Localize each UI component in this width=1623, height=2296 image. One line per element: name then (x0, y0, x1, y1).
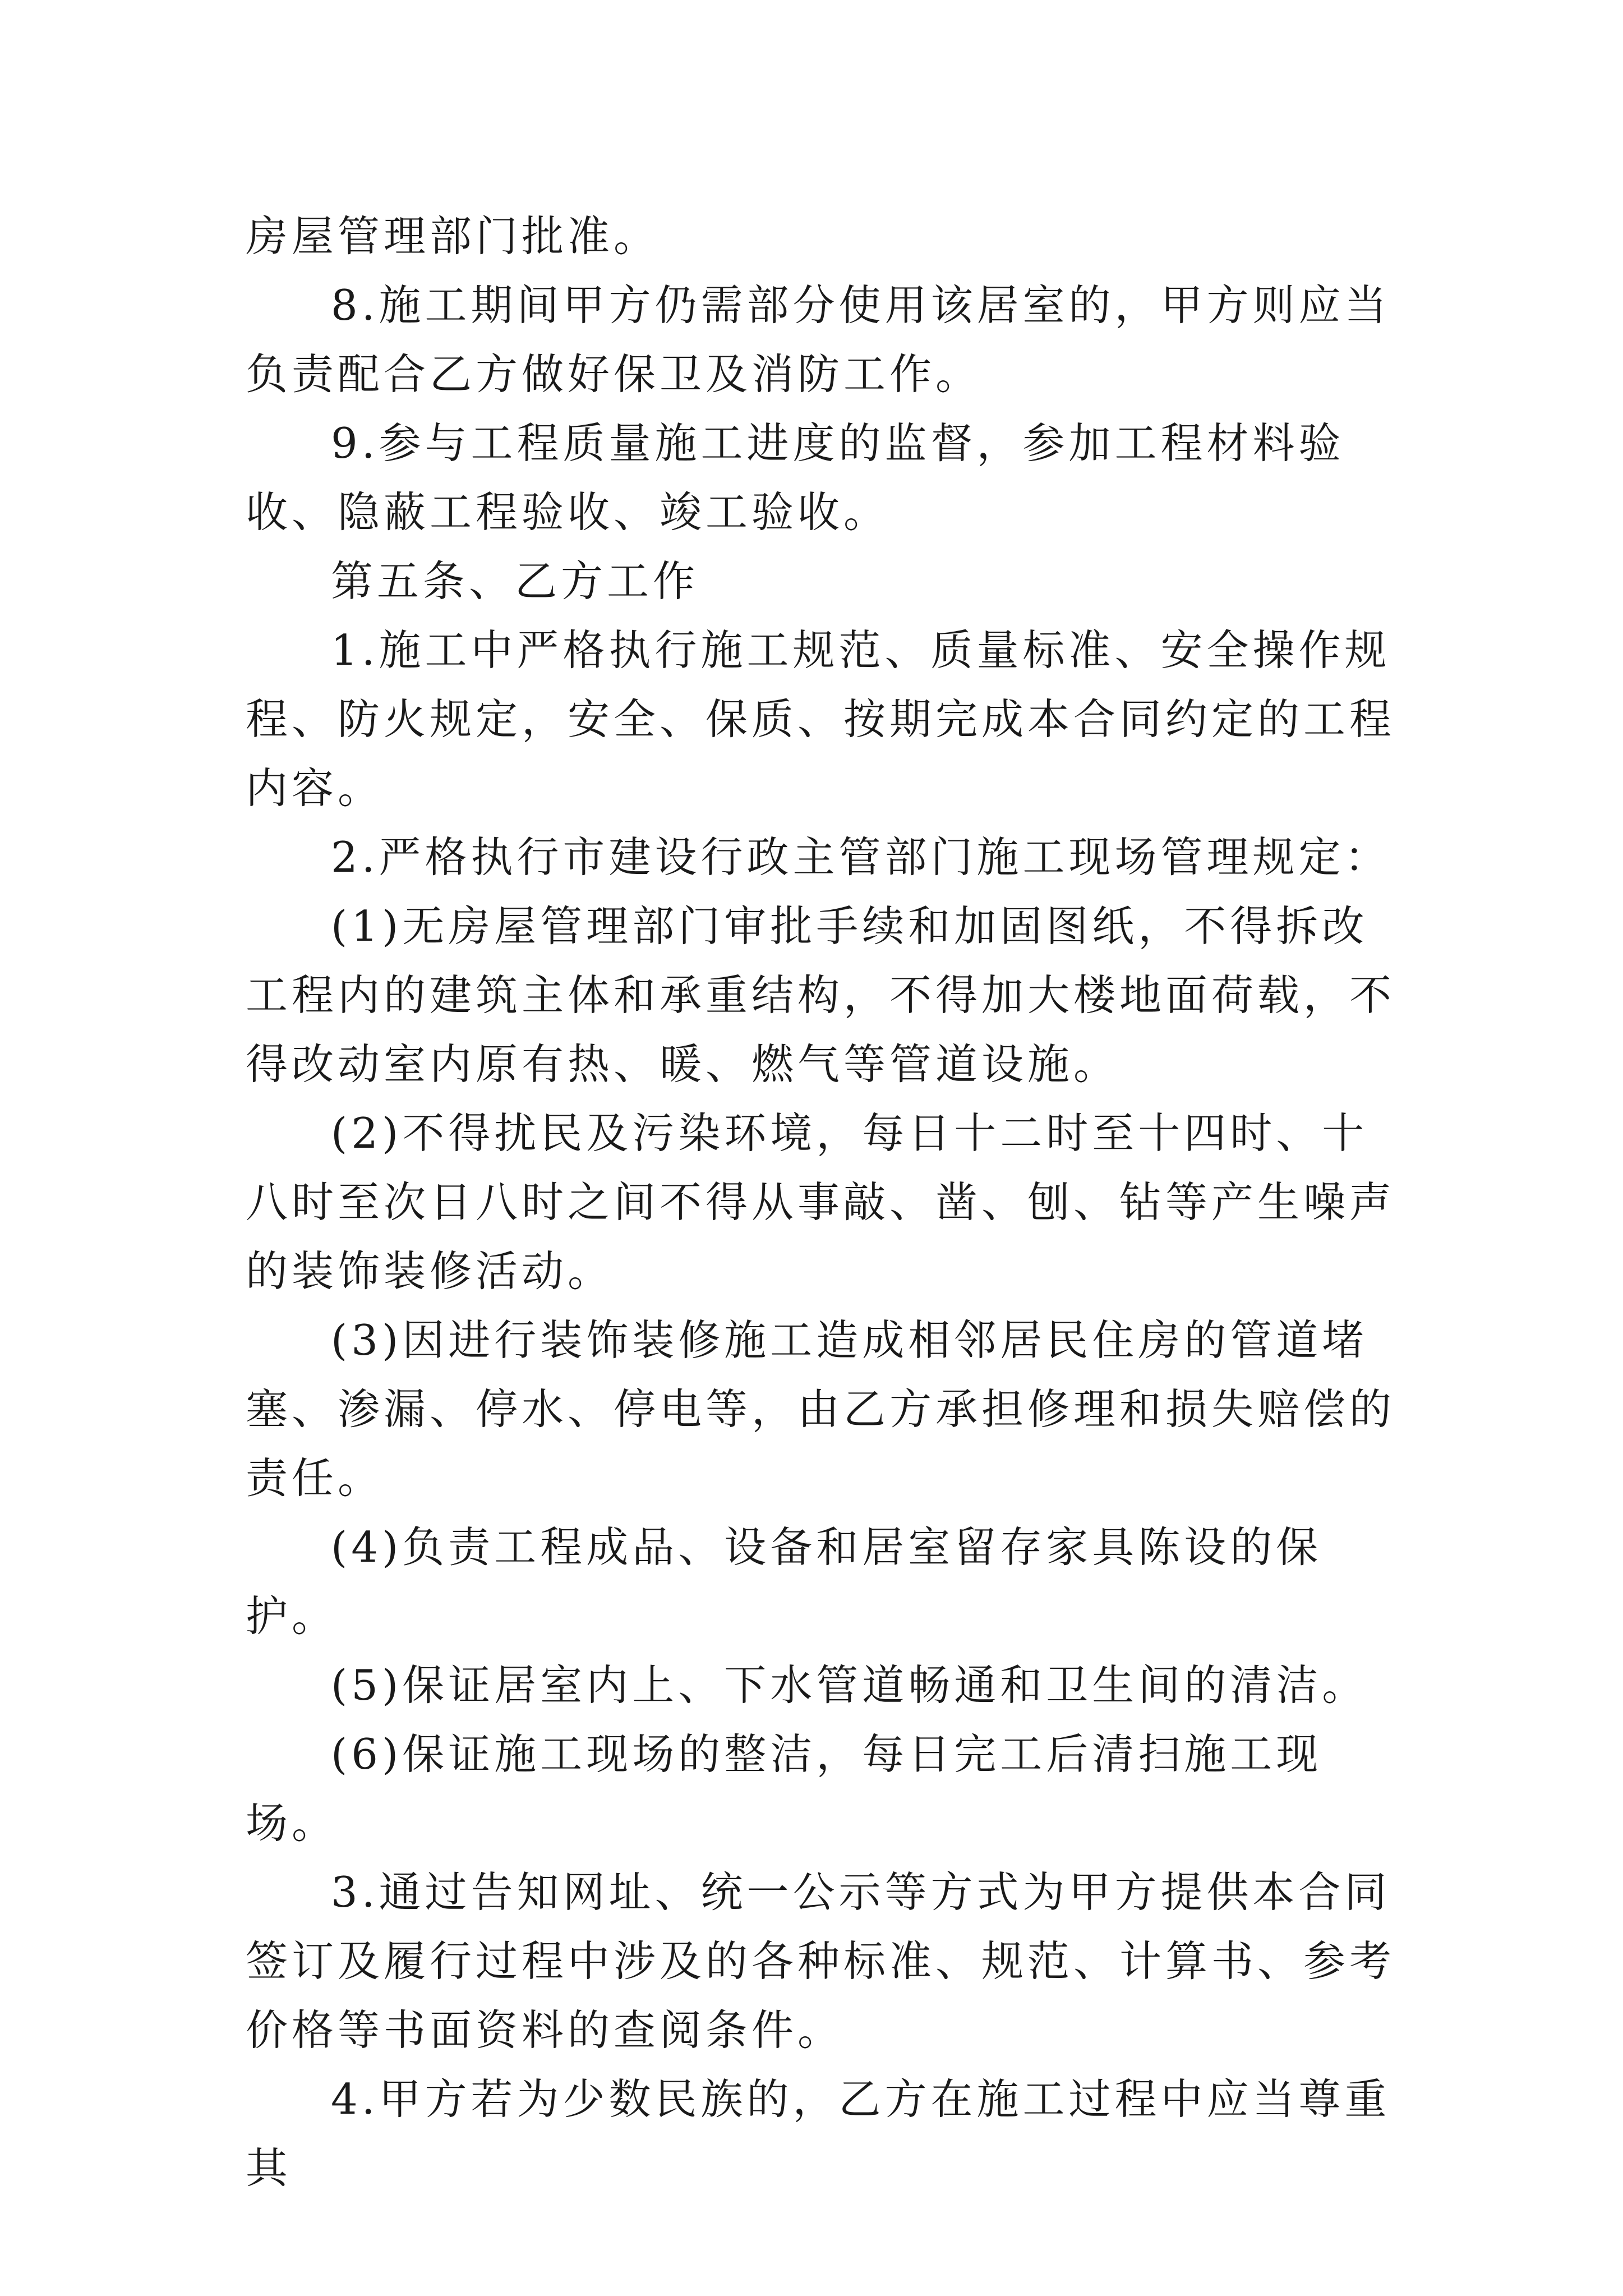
paragraph-approval-continuation: 房屋管理部门批准。 (246, 211, 660, 261)
paragraph-item-8: 8.施工期间甲方仍需部分使用该居室的，甲方则应当负责配合乙方做好保卫及消防工作。 (246, 280, 1391, 399)
paragraph-item-3: 3.通过告知网址、统一公示等方式为甲方提供本合同签订及履行过程中涉及的各种标准、规范、计算书、参考价格等书面资料的查阅条件。 (246, 1867, 1396, 2055)
subitem-2: (2)不得扰民及污染环境，每日十二时至十四时、十八时至次日八时之间不得从事敲、凿、刨、钻等产生噪声的装饰装修活动。 (246, 1108, 1396, 1296)
document-body (246, 202, 1395, 2203)
paragraph-item-1: 1.施工中严格执行施工规范、质量标准、安全操作规程、防火规定，安全、保质、按期完成本合同约定的工程内容。 (246, 625, 1396, 813)
subitem-3: (3)因进行装饰装修施工造成相邻居民住房的管道堵塞、渗漏、停水、停电等，由乙方承担修理和损失赔偿的责任。 (246, 1315, 1396, 1503)
subitem-4: (4)负责工程成品、设备和居室留存家具陈设的保护。 (246, 1522, 1322, 1641)
subitem-5: (5)保证居室内上、下水管道畅通和卫生间的清洁。 (331, 1660, 1368, 1710)
paragraph-item-9: 9.参与工程质量施工进度的监督，参加工程材料验收、隐蔽工程验收、竣工验收。 (246, 418, 1345, 537)
subitem-6: (6)保证施工现场的整洁，每日完工后清扫施工现场。 (246, 1729, 1322, 1848)
paragraph-item-2: 2.严格执行市建设行政主管部门施工现场管理规定： (331, 832, 1391, 882)
subitem-1: (1)无房屋管理部门审批手续和加固图纸，不得拆改工程内的建筑主体和承重结构，不得加大楼地面荷载，不得改动室内原有热、暖、燃气等管道设施。 (246, 901, 1396, 1089)
paragraph-item-4: 4.甲方若为少数民族的，乙方在施工过程中应当尊重其 (246, 2074, 1391, 2193)
section-heading-article-5: 第五条、乙方工作 (331, 556, 699, 606)
